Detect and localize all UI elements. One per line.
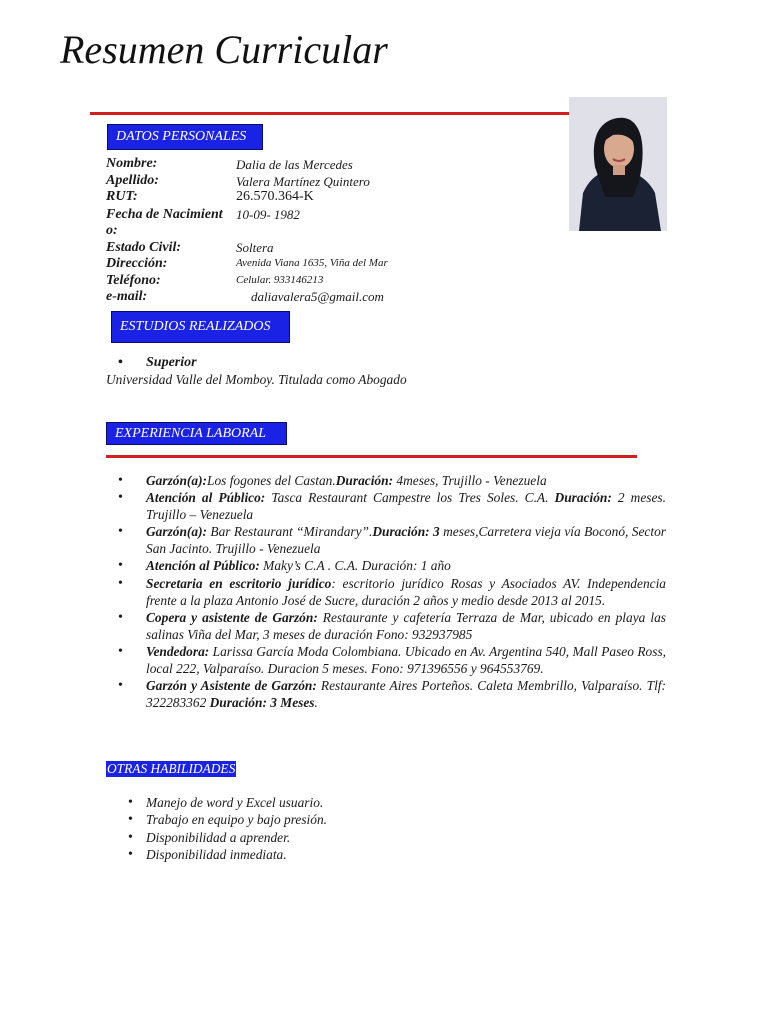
fecha-value: 10-09- 1982 — [236, 207, 300, 222]
rut-value: 26.570.364-K — [236, 189, 314, 204]
list-item: • Atención al Público: Maky’s C.A . C.A. Duración: 1 año — [146, 558, 666, 575]
list-item: • Disponibilidad a aprender. — [146, 829, 327, 846]
section-label: EXPERIENCIA LABORAL — [115, 425, 266, 441]
list-item: • Vendedora: Larissa García Moda Colombiana. Ubicado en Av. Argentina 540, Mall Paseo Ross, local 222, Valparaíso. Duracion 5 meses. Fono: 971396556 y 964553769. — [146, 644, 666, 678]
section-label: DATOS PERSONALES — [116, 129, 247, 144]
apellido-label: Apellido: — [106, 173, 159, 188]
estado-value: Soltera — [236, 240, 274, 255]
list-item: • Garzón y Asistente de Garzón: Restaurante Aires Porteños. Caleta Membrillo, Valparaíso. Tlf: 322283362 Duración: 3 Meses. — [146, 678, 666, 712]
email-label: e-mail: — [106, 289, 148, 304]
section-label: ESTUDIOS REALIZADOS — [120, 319, 271, 334]
fecha-label: Fecha de Nacimient — [106, 207, 223, 222]
list-item: • Atención al Público: Tasca Restaurant Campestre los Tres Soles. C.A. Duración: 2 meses. Trujillo – Venezuela — [146, 490, 666, 524]
studies-detail: Universidad Valle del Momboy. Titulada como Abogado — [106, 372, 407, 387]
experience-divider — [106, 455, 637, 458]
direccion-value: Avenida Viana 1635, Viña del Mar — [236, 257, 388, 269]
section-label: OTRAS HABILIDADES — [107, 761, 236, 776]
list-item: • Disponibilidad inmediata. — [146, 846, 327, 863]
top-divider — [90, 112, 569, 115]
page-title: Resumen Curricular — [60, 27, 388, 72]
rut-label: RUT: — [106, 189, 138, 204]
apellido-value: Valera Martínez Quintero — [236, 174, 370, 189]
telefono-value: Celular. 933146213 — [236, 274, 324, 286]
section-experiencia — [106, 422, 287, 445]
portrait-icon — [569, 97, 667, 231]
profile-photo — [569, 97, 667, 231]
fecha-label-cont: o: — [106, 223, 118, 238]
list-item: • Garzón(a): Bar Restaurant “Mirandary”.Duración: 3 meses,Carretera vieja vía Boconó, Sector San Jacinto. Trujillo - Venezuela — [146, 524, 666, 558]
list-item: • Copera y asistente de Garzón: Restaurante y cafetería Terraza de Mar, ubicado en playa las salinas Viña del Mar, 3 meses de duración Fono: 932937985 — [146, 610, 666, 644]
nombre-label: Nombre: — [106, 156, 158, 171]
section-otras-habilidades — [106, 761, 236, 777]
list-item: • Manejo de word y Excel usuario. — [146, 794, 327, 811]
list-item: • Trabajo en equipo y bajo presión. — [146, 811, 327, 828]
nombre-value: Dalia de las Mercedes — [236, 157, 353, 172]
email-value: daliavalera5@gmail.com — [251, 289, 384, 304]
list-item: • Superior — [146, 355, 197, 371]
section-estudios — [111, 311, 290, 343]
experience-list — [106, 473, 666, 712]
direccion-label: Dirección: — [106, 256, 168, 271]
skills-list — [106, 794, 327, 864]
list-item: • Secretaria en escritorio jurídico: escritorio jurídico Rosas y Asociados AV. Independencia frente a la plaza Antonio José de Sucre, duración 2 años y medio desde 2013 al 2015. — [146, 576, 666, 610]
telefono-label: Teléfono: — [106, 273, 161, 288]
list-item: • Garzón(a):Los fogones del Castan.Duración: 4meses, Trujillo - Venezuela — [146, 473, 666, 490]
studies-list — [106, 355, 197, 371]
section-datos-personales — [107, 124, 263, 150]
estado-label: Estado Civil: — [106, 240, 182, 255]
